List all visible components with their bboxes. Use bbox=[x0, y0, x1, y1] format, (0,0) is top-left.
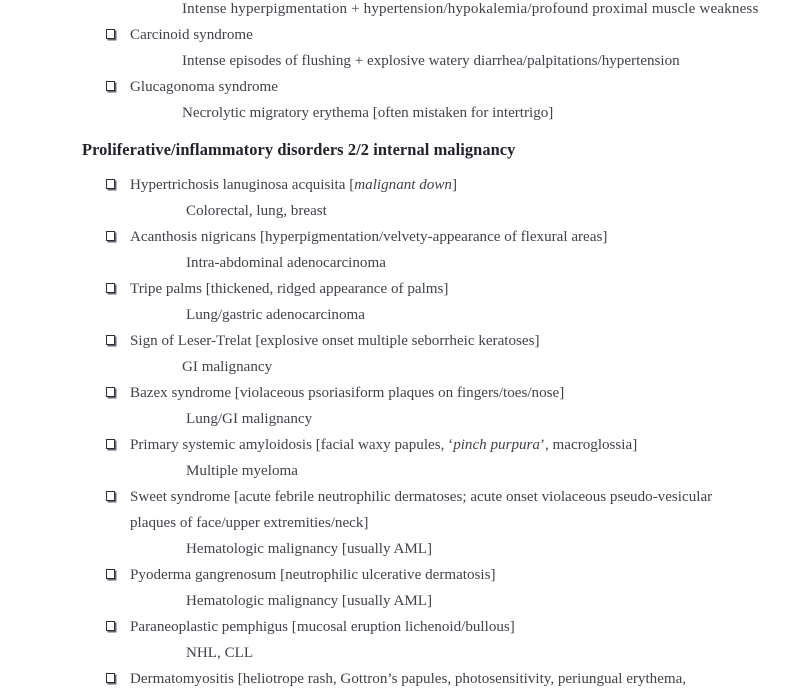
list-item-detail: Hematologic malignancy [usually AML] bbox=[186, 541, 433, 557]
label-part: ] bbox=[451, 177, 457, 193]
section-heading: Proliferative/inflammatory disorders 2/2 internal malignancy bbox=[82, 140, 516, 159]
list-item bbox=[0, 224, 800, 250]
list-item bbox=[0, 328, 800, 354]
list-item-detail: Multiple myeloma bbox=[186, 463, 298, 479]
list-item-detail: NHL, CLL bbox=[186, 645, 254, 661]
list-item bbox=[0, 172, 800, 198]
list-item bbox=[0, 74, 800, 100]
list-item-label: Carcinoid syndrome bbox=[130, 27, 253, 43]
list-item-label: Acanthosis nigricans [hyperpigmentation/velvety-appearance of flexural areas] bbox=[130, 229, 608, 245]
list-item-label: Bazex syndrome [violaceous psoriasiform plaques on fingers/toes/nose] bbox=[130, 385, 565, 401]
checkbox-square-icon bbox=[106, 621, 115, 631]
label-part: ’, macroglossia] bbox=[539, 437, 638, 453]
partial-top-line: Intense hyperpigmentation + hypertension/hypokalemia/profound proximal muscle weakness bbox=[182, 1, 759, 17]
list-item-label bbox=[130, 432, 800, 458]
list-item-detail: Colorectal, lung, breast bbox=[186, 203, 327, 219]
list-item bbox=[0, 666, 800, 692]
list-item-label: Sweet syndrome [acute febrile neutrophilic dermatoses; acute onset violaceous pseudo-vesicular bbox=[130, 489, 713, 505]
list-item-detail: Lung/gastric adenocarcinoma bbox=[186, 307, 365, 323]
list-item-label: Pyoderma gangrenosum [neutrophilic ulcerative dermatosis] bbox=[130, 567, 496, 583]
list-item-detail: Necrolytic migratory erythema [often mistaken for intertrigo] bbox=[182, 105, 554, 121]
list-item bbox=[0, 276, 800, 302]
list-item bbox=[0, 22, 800, 48]
section-heading-block bbox=[0, 126, 800, 172]
label-emphasis: pinch purpura bbox=[453, 437, 540, 453]
list-item bbox=[0, 380, 800, 406]
list-item-detail: Lung/GI malignancy bbox=[186, 411, 313, 427]
list-item-label-continuation: plaques of face/upper extremities/neck] bbox=[130, 515, 369, 531]
list-item-detail: Intra-abdominal adenocarcinoma bbox=[186, 255, 386, 271]
list-item-label: Sign of Leser-Trelat [explosive onset multiple seborrheic keratoses] bbox=[130, 333, 540, 349]
checkbox-square-icon bbox=[106, 283, 115, 293]
list-item-detail: GI malignancy bbox=[182, 359, 273, 375]
list-item-detail: Intense episodes of flushing + explosive watery diarrhea/palpitations/hypertension bbox=[182, 53, 680, 69]
checkbox-square-icon bbox=[106, 179, 115, 189]
label-part: Primary systemic amyloidosis [facial waxy papules, ‘ bbox=[130, 437, 454, 453]
list-item bbox=[0, 614, 800, 640]
checkbox-square-icon bbox=[106, 491, 115, 501]
checkbox-square-icon bbox=[106, 335, 115, 345]
list-item-label: Glucagonoma syndrome bbox=[130, 79, 278, 95]
checkbox-square-icon bbox=[106, 387, 115, 397]
checkbox-square-icon bbox=[106, 569, 115, 579]
list-item bbox=[0, 562, 800, 588]
list-item-label: Dermatomyositis [heliotrope rash, Gottron’s papules, photosensitivity, periungual erythema, bbox=[130, 671, 687, 687]
list-item bbox=[0, 432, 800, 458]
list-item bbox=[0, 484, 800, 510]
checkbox-square-icon bbox=[106, 81, 115, 91]
label-emphasis: malignant down bbox=[354, 177, 452, 193]
list-item-label bbox=[130, 172, 800, 198]
checkbox-square-icon bbox=[106, 439, 115, 449]
list-item-label: Tripe palms [thickened, ridged appearance of palms] bbox=[130, 281, 449, 297]
checkbox-square-icon bbox=[106, 673, 115, 683]
checkbox-square-icon bbox=[106, 231, 115, 241]
checkbox-square-icon bbox=[106, 29, 115, 39]
list-item-label: Paraneoplastic pemphigus [mucosal eruption lichenoid/bullous] bbox=[130, 619, 515, 635]
list-item-detail: Hematologic malignancy [usually AML] bbox=[186, 593, 433, 609]
label-part: Hypertrichosis lanuginosa acquisita [ bbox=[130, 177, 355, 193]
